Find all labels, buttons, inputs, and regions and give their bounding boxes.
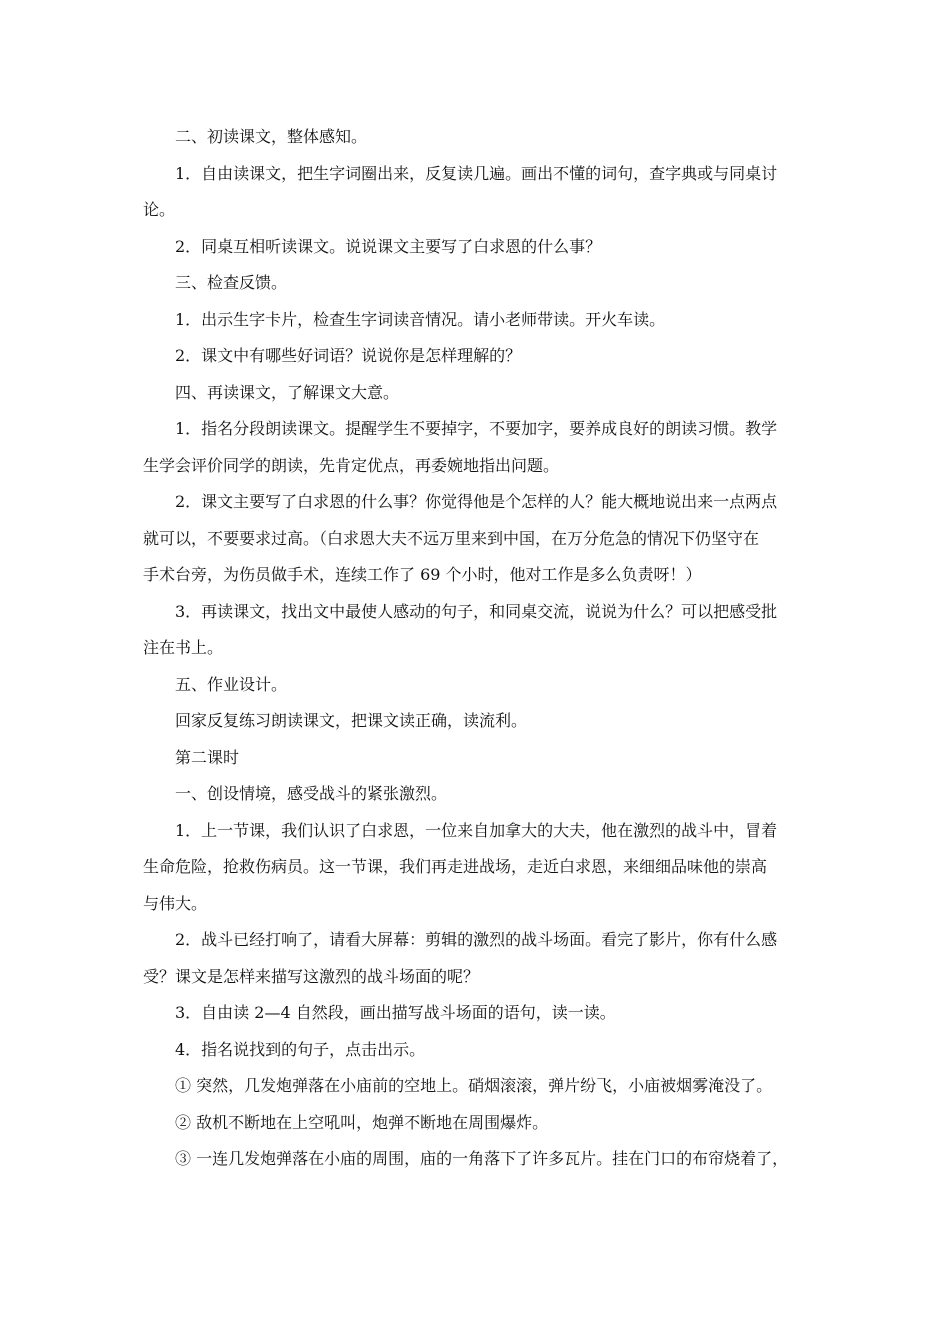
paragraph-line: 回家反复练习朗读课文，把课文读正确，读流利。 — [175, 711, 528, 730]
paragraph-line: 1．指名分段朗读课文。提醒学生不要掉字，不要加字，要养成良好的朗读习惯。教学 — [175, 419, 778, 438]
section-heading: 三、检查反馈。 — [175, 273, 288, 292]
section-heading: 二、初读课文，整体感知。 — [175, 127, 368, 146]
paragraph-line: 受？课文是怎样来描写这激烈的战斗场面的呢？ — [143, 966, 480, 986]
section-heading: 四、再读课文，了解课文大意。 — [175, 382, 400, 402]
lesson-heading: 第二课时 — [175, 747, 240, 767]
paragraph-line: 就可以，不要要求过高。（白求恩大夫不远万里来到中国，在万分危急的情况下仍坚守在 — [143, 528, 760, 548]
paragraph-line: 生命危险，抢救伤病员。这一节课，我们再走进战场，走近白求恩，来细细品味他的崇高 — [143, 857, 768, 876]
paragraph-line: 1．自由读课文，把生字词圈出来，反复读几遍。画出不懂的词句，查字典或与同桌讨 — [175, 163, 778, 183]
paragraph-line: 注在书上。 — [143, 638, 224, 657]
quoted-sentence: ③ 一连几发炮弹落在小庙的周围，庙的一角落下了许多瓦片。挂在门口的布帘烧着了， — [175, 1149, 789, 1168]
quoted-sentence: ① 突然，几发炮弹落在小庙前的空地上。硝烟滚滚，弹片纷飞，小庙被烟雾淹没了。 — [175, 1076, 773, 1095]
paragraph-line: 生学会评价同学的朗读，先肯定优点，再委婉地指出问题。 — [143, 455, 560, 475]
paragraph-line: 1．上一节课，我们认识了白求恩，一位来自加拿大的大夫，他在激烈的战斗中，冒着 — [175, 820, 778, 840]
paragraph-line: 3．再读课文，找出文中最使人感动的句子，和同桌交流，说说为什么？可以把感受批 — [175, 601, 778, 621]
paragraph-line: 2．课文主要写了白求恩的什么事？你觉得他是个怎样的人？能大概地说出来一点两点 — [175, 492, 778, 511]
paragraph-line: 论。 — [143, 200, 176, 219]
paragraph-line: 2．战斗已经打响了，请看大屏幕：剪辑的激烈的战斗场面。看完了影片，你有什么感 — [175, 930, 778, 949]
paragraph-line: 手术台旁，为伤员做手术，连续工作了 69 个小时，他对工作是多么负责呀！） — [143, 565, 702, 584]
paragraph-line: 2．同桌互相听读课文。说说课文主要写了白求恩的什么事？ — [175, 236, 602, 256]
paragraph-line: 2．课文中有哪些好词语？说说你是怎样理解的？ — [175, 346, 522, 365]
quoted-sentence: ② 敌机不断地在上空吼叫，炮弹不断地在周围爆炸。 — [175, 1112, 549, 1132]
paragraph-line: 与伟大。 — [143, 893, 208, 913]
section-heading: 一、创设情境，感受战斗的紧张激烈。 — [175, 784, 448, 803]
paragraph-line: 1．出示生字卡片，检查生字词读音情况。请小老师带读。开火车读。 — [175, 309, 666, 329]
section-heading: 五、作业设计。 — [175, 674, 288, 694]
document-body — [143, 119, 815, 1178]
paragraph-line: 4．指名说找到的句子，点击出示。 — [175, 1039, 426, 1059]
paragraph-line: 3．自由读 2—4 自然段，画出描写战斗场面的语句，读一读。 — [175, 1003, 616, 1022]
